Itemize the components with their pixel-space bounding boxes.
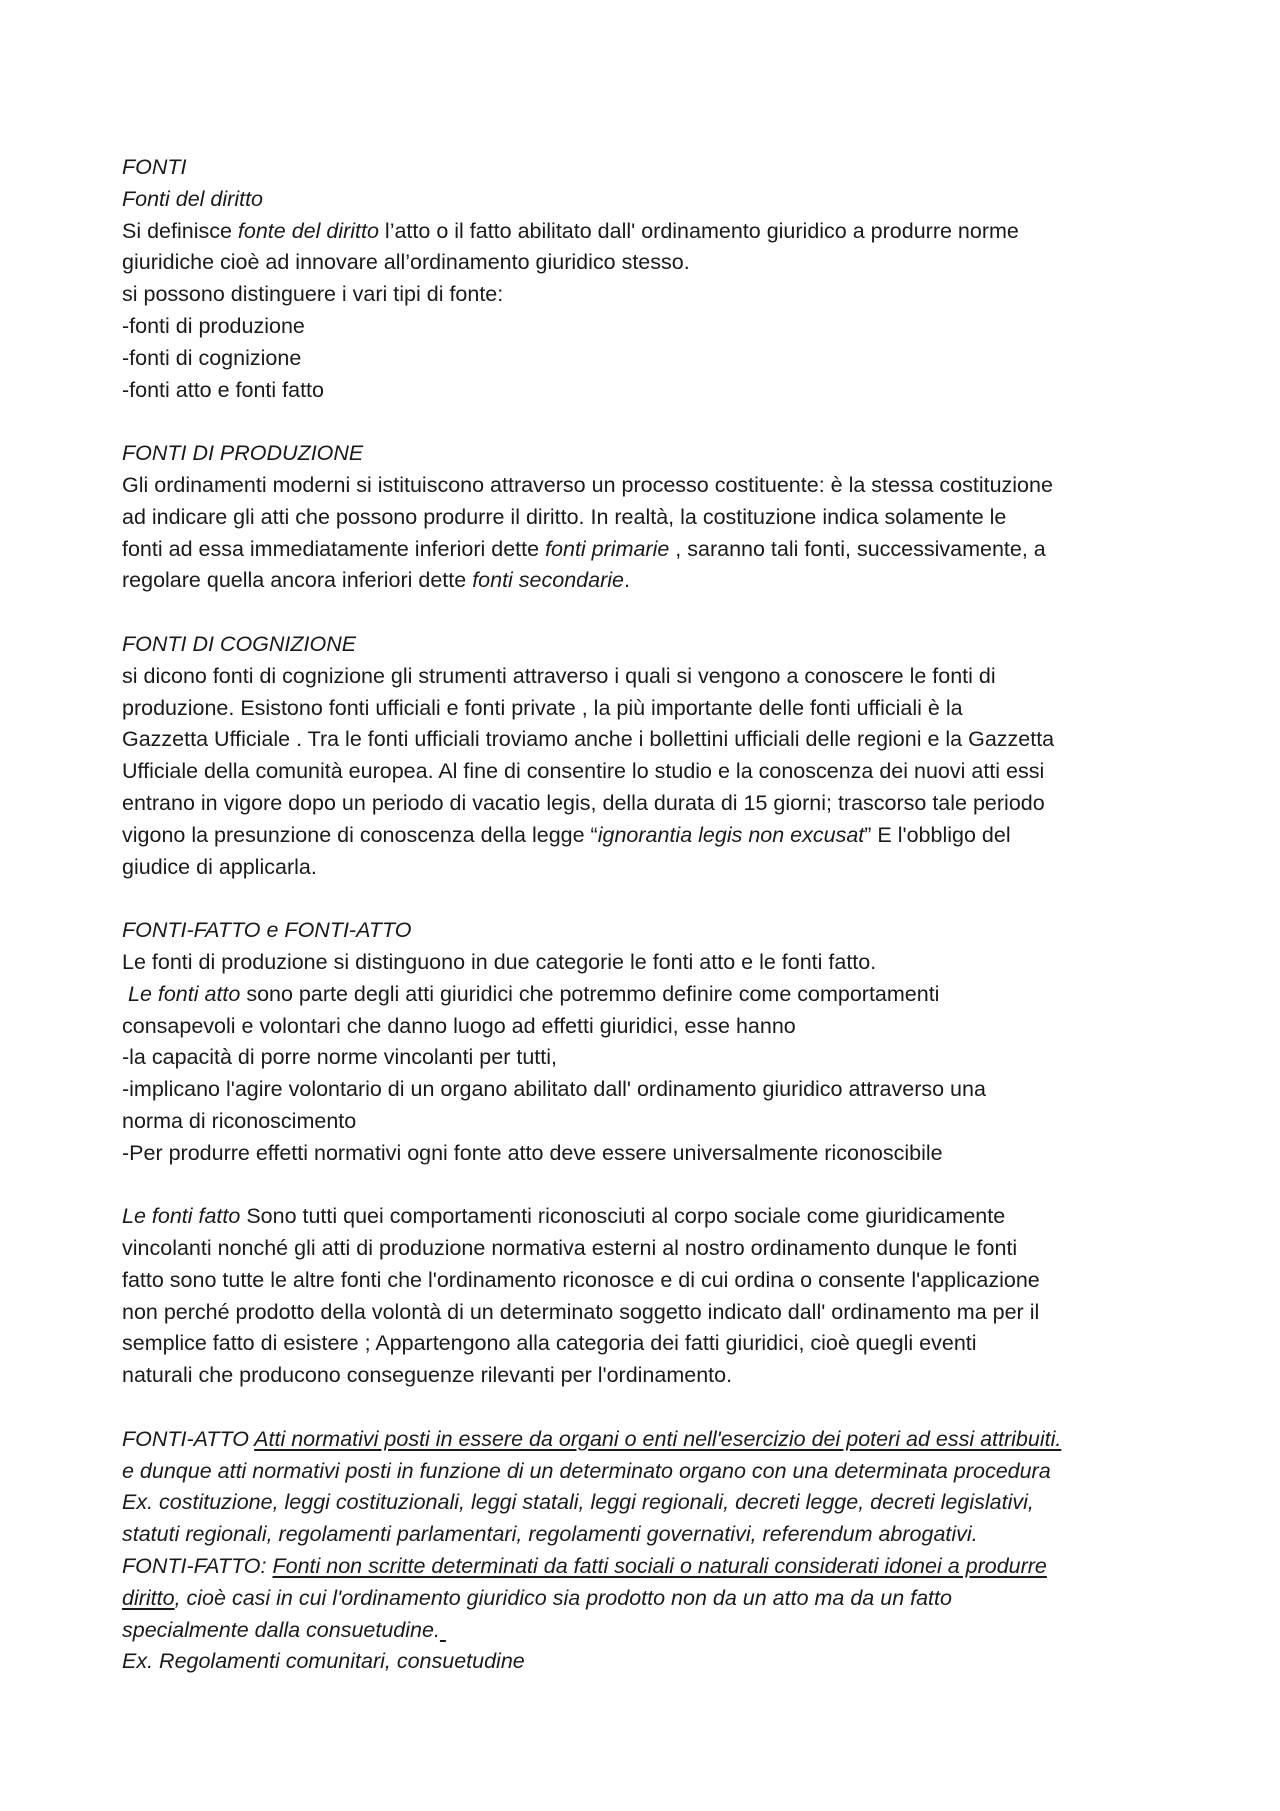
section-fonti-fatto: [122, 1201, 1172, 1392]
text-run: regolare quella ancora inferiori dette: [122, 568, 473, 593]
emphasis: fonti primarie: [545, 536, 670, 561]
section-heading: FONTI DI PRODUZIONE: [122, 441, 364, 466]
text-run: specialmente dalla consuetudine.: [122, 1617, 440, 1642]
list-item: -implicano l'agire volontario di un organo abilitato dall' ordinamento giuridico attraverso una: [122, 1077, 986, 1102]
intro-line: giuridiche cioè ad innovare all’ordinamento giuridico stesso.: [122, 250, 690, 275]
paragraph-line: norma di riconoscimento: [122, 1108, 357, 1133]
paragraph-line: ad indicare gli atti che possono produrre il diritto. In realtà, la costituzione indica solamente le: [122, 504, 1007, 529]
document-subtitle: Fonti del diritto: [122, 186, 264, 211]
spacer: [122, 883, 1172, 915]
section-summary: [122, 1424, 1172, 1678]
paragraph-line: [122, 565, 1172, 597]
spacer: [122, 1392, 1172, 1424]
paragraph-line: [122, 820, 1172, 852]
emphasis: fonti secondarie: [472, 568, 624, 593]
paragraph-line: [122, 1201, 1172, 1233]
paragraph-line: Le fonti di produzione si distinguono in due categorie le fonti atto e le fonti fatto.: [122, 949, 877, 974]
section-produzione: [122, 438, 1172, 597]
document-page: [122, 152, 1172, 1678]
paragraph-line: statuti regionali, regolamenti parlamentari, regolamenti governativi, referendum abrogativi.: [122, 1522, 978, 1547]
paragraph-line: Ex. costituzione, leggi costituzionali, leggi statali, leggi regionali, decreti legge, decreti legislativi,: [122, 1490, 1034, 1515]
list-item: -Per produrre effetti normativi ogni fonte atto deve essere universalmente riconoscibile: [122, 1140, 943, 1165]
paragraph-line: [122, 1615, 1172, 1647]
spacer: [122, 1170, 1172, 1202]
section-cognizione: [122, 629, 1172, 883]
paragraph-line: produzione. Esistono fonti ufficiali e fonti private , la più importante delle fonti ufficiali è la: [122, 695, 963, 720]
underlined-definition: Fonti non scritte determinati da fatti sociali o naturali considerati idonei a produrre: [272, 1554, 1047, 1579]
paragraph-line: semplice fatto di esistere ; Appartengono alla categoria dei fatti giuridici, cioè quegli eventi: [122, 1331, 977, 1356]
emphasis: fonte del diritto: [237, 218, 379, 243]
text-run: l’atto o il fatto abilitato dall' ordinamento giuridico a produrre norme: [378, 218, 1019, 243]
text-run: .: [623, 568, 630, 593]
paragraph-line: e dunque atti normativi posti in funzione di un determinato organo con una determinata procedura: [122, 1458, 1051, 1483]
text-run: Sono tutti quei comportamenti riconosciuti al corpo sociale come giuridicamente: [240, 1204, 1006, 1229]
paragraph-line: giudice di applicarla.: [122, 854, 317, 879]
list-item: -fonti atto e fonti fatto: [122, 377, 324, 402]
text-run: , cioè casi in cui l'ordinamento giuridico sia prodotto non da un atto ma da un fatto: [174, 1585, 952, 1610]
underlined-definition: diritto: [122, 1585, 175, 1610]
text-run: sono parte degli atti giuridici che potremmo definire come comportamenti: [240, 981, 940, 1006]
text-run: ” E l'obbligo del: [864, 822, 1011, 847]
spacer: [122, 597, 1172, 629]
list-item: -fonti di produzione: [122, 313, 305, 338]
intro-paragraph: [122, 216, 1172, 407]
paragraph-line: si dicono fonti di cognizione gli strumenti attraverso i quali si vengono a conoscere le fonti di: [122, 663, 996, 688]
paragraph-line: [122, 534, 1172, 566]
summary-label: FONTI-ATTO: [122, 1426, 255, 1451]
paragraph-line: consapevoli e volontari che danno luogo ad effetti giuridici, esse hanno: [122, 1013, 796, 1038]
text-run: fonti ad essa immediatamente inferiori dette: [122, 536, 546, 561]
paragraph-line: naturali che producono conseguenze rilevanti per l'ordinamento.: [122, 1363, 733, 1388]
intro-line: [122, 216, 1172, 248]
paragraph-line: [122, 1424, 1172, 1456]
paragraph-line: [122, 1551, 1172, 1583]
list-item: -la capacità di porre norme vincolanti per tutti,: [122, 1045, 557, 1070]
spacer: [122, 406, 1172, 438]
paragraph-line: fatto sono tutte le altre fonti che l'ordinamento riconosce e di cui ordina o consente l'applicazione: [122, 1267, 1040, 1292]
paragraph-line: Gli ordinamenti moderni si istituiscono attraverso un processo costituente: è la stessa costituzione: [122, 472, 1053, 497]
section-heading: FONTI-FATTO e FONTI-ATTO: [122, 918, 412, 943]
underlined-definition: Atti normativi posti in essere da organi o enti nell'esercizio dei poteri ad essi attribuiti.: [254, 1426, 1062, 1451]
text-run: , saranno tali fonti, successivamente, a: [669, 536, 1046, 561]
paragraph-line: [122, 979, 1172, 1011]
paragraph-line: entrano in vigore dopo un periodo di vacatio legis, della durata di 15 giorni; trascorso tale periodo: [122, 790, 1045, 815]
paragraph-line: Ex. Regolamenti comunitari, consuetudine: [122, 1649, 525, 1674]
document-title: FONTI: [122, 155, 187, 179]
section-heading: FONTI DI COGNIZIONE: [122, 631, 357, 656]
paragraph-line: [122, 1583, 1172, 1615]
summary-label: FONTI-FATTO:: [122, 1554, 273, 1579]
text-run: Si definisce: [122, 218, 238, 243]
paragraph-line: non perché prodotto della volontà di un determinato soggetto indicato dall' ordinamento ma per il: [122, 1299, 1040, 1324]
paragraph-line: Ufficiale della comunità europea. Al fine di consentire lo studio e la conoscenza dei nuovi atti essi: [122, 759, 1045, 784]
paragraph-line: Gazzetta Ufficiale . Tra le fonti ufficiali troviamo anche i bollettini ufficiali delle regioni e la Gazzetta: [122, 727, 1055, 752]
list-item: -fonti di cognizione: [122, 345, 302, 370]
section-fatto-atto: [122, 915, 1172, 1169]
emphasis: ignorantia legis non excusat: [597, 822, 865, 847]
paragraph-line: vincolanti nonché gli atti di produzione normativa esterni al nostro ordinamento dunque le fonti: [122, 1236, 1018, 1261]
emphasis: Le fonti fatto: [122, 1204, 241, 1229]
emphasis: Le fonti atto: [127, 981, 241, 1006]
text-run: vigono la presunzione di conoscenza della legge “: [122, 822, 598, 847]
underlined-space: [440, 1618, 446, 1642]
intro-line: si possono distinguere i vari tipi di fonte:: [122, 282, 504, 307]
